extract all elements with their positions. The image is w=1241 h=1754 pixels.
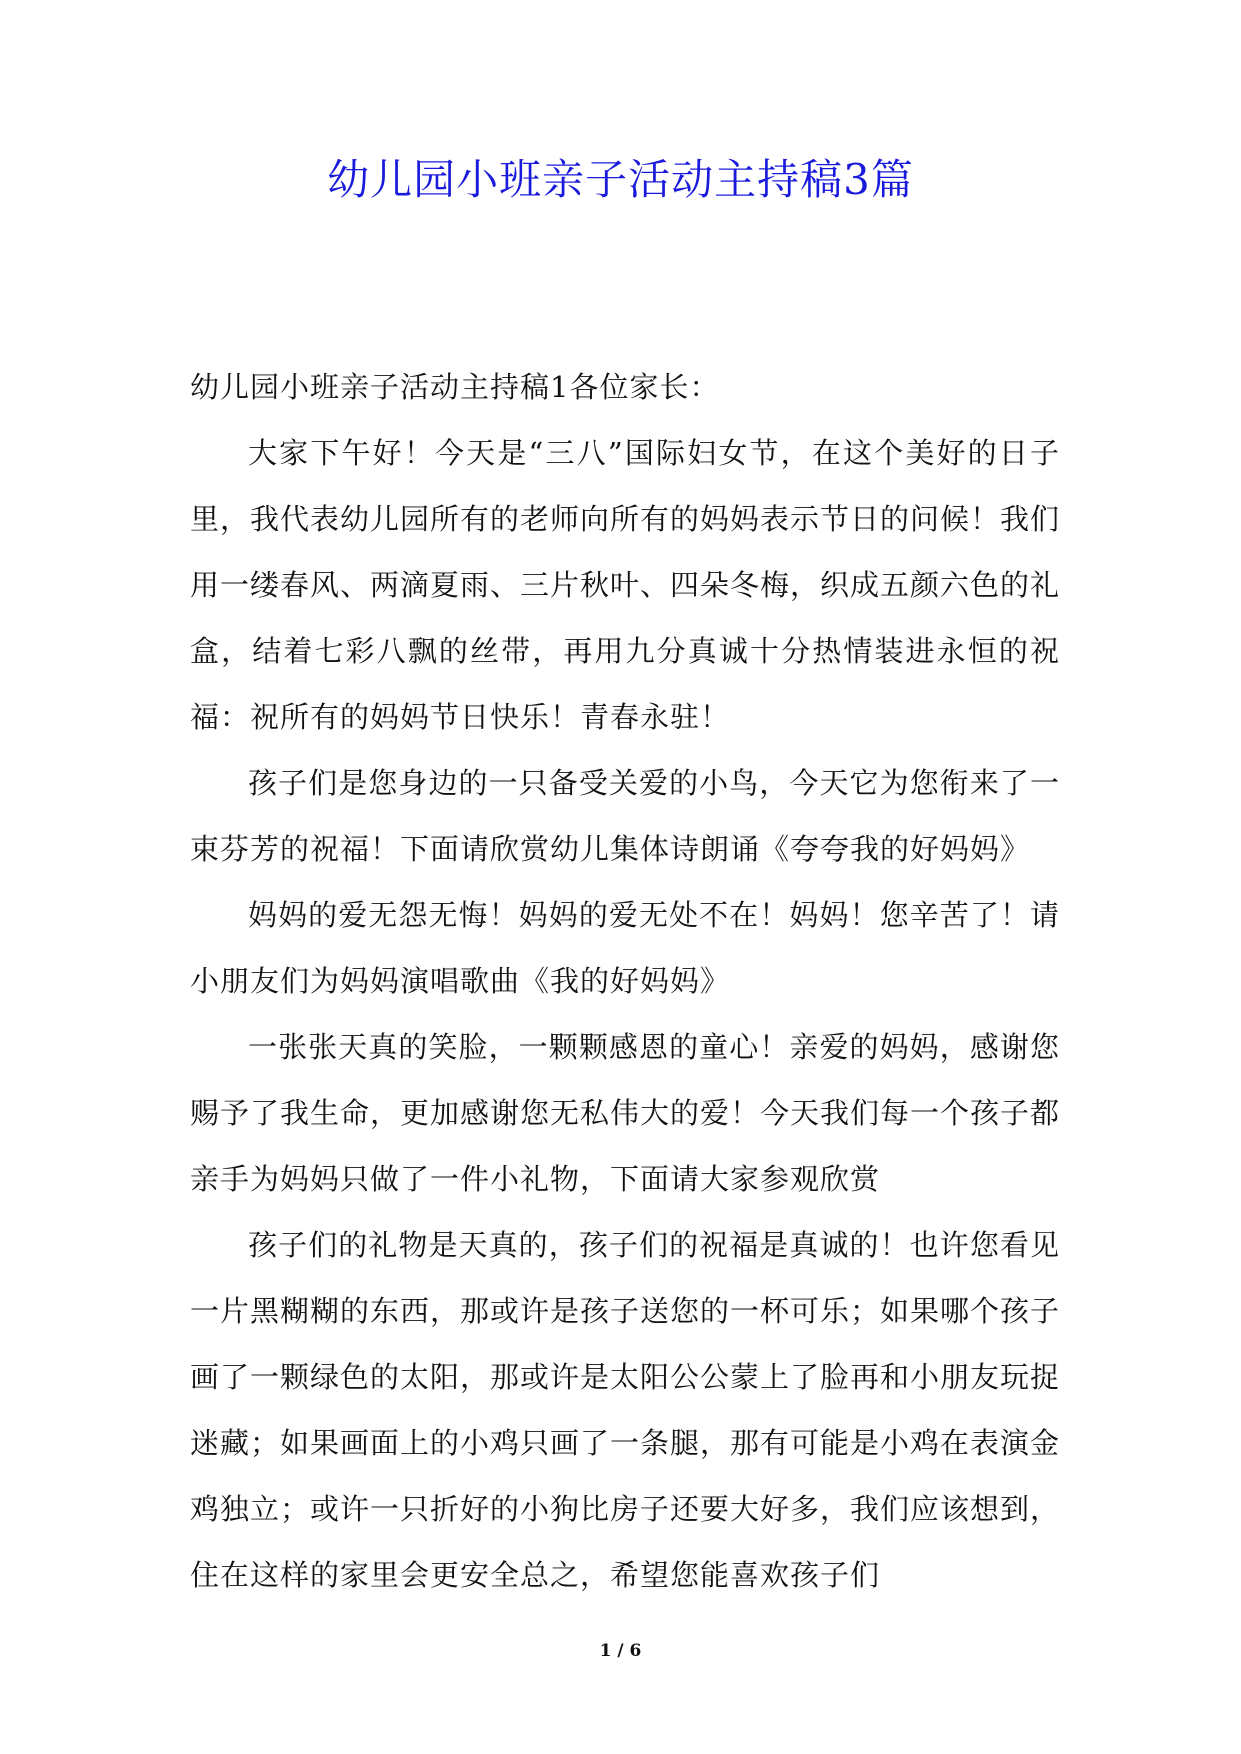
paragraph-song-intro: 妈妈的爱无怨无悔！妈妈的爱无处不在！妈妈！您辛苦了！请小朋友们为妈妈演唱歌曲《我的好妈妈》 bbox=[190, 898, 1060, 998]
paragraph-greeting: 大家下午好！今天是“三八”国际妇女节，在这个美好的日子里，我代表幼儿园所有的老师向所有的妈妈表示节日的问候！我们用一缕春风、两滴夏雨、三片秋叶、四朵冬梅，织成五颜六色的礼盒，结着七彩八飘的丝带，再用九分真诚十分热情装进永恒的祝福：祝所有的妈妈节日快乐！青春永驻！ bbox=[190, 436, 1061, 734]
paragraph-salutation: 幼儿园小班亲子活动主持稿1各位家长： bbox=[190, 370, 720, 404]
document-title: 幼儿园小班亲子活动主持稿3篇 bbox=[327, 155, 914, 204]
document-body bbox=[190, 354, 1060, 1608]
paragraph-poem-intro: 孩子们是您身边的一只备受关爱的小鸟，今天它为您衔来了一束芬芳的祝福！下面请欣赏幼儿集体诗朗诵《夸夸我的好妈妈》 bbox=[190, 766, 1060, 866]
page-number: 1 / 6 bbox=[599, 1641, 642, 1661]
paragraph-gift-description: 孩子们的礼物是天真的，孩子们的祝福是真诚的！也许您看见一片黑糊糊的东西，那或许是孩子送您的一杯可乐；如果哪个孩子画了一颗绿色的太阳，那或许是太阳公公蒙上了脸再和小朋友玩捉迷藏；如果画面上的小鸡只画了一条腿，那有可能是小鸡在表演金鸡独立；或许一只折好的小狗比房子还要大好多，我们应该想到，住在这样的家里会更安全总之，希望您能喜欢孩子们 bbox=[190, 1228, 1061, 1592]
paragraph-gift-intro: 一张张天真的笑脸，一颗颗感恩的童心！亲爱的妈妈，感谢您赐予了我生命，更加感谢您无私伟大的爱！今天我们每一个孩子都亲手为妈妈只做了一件小礼物，下面请大家参观欣赏 bbox=[190, 1030, 1061, 1196]
